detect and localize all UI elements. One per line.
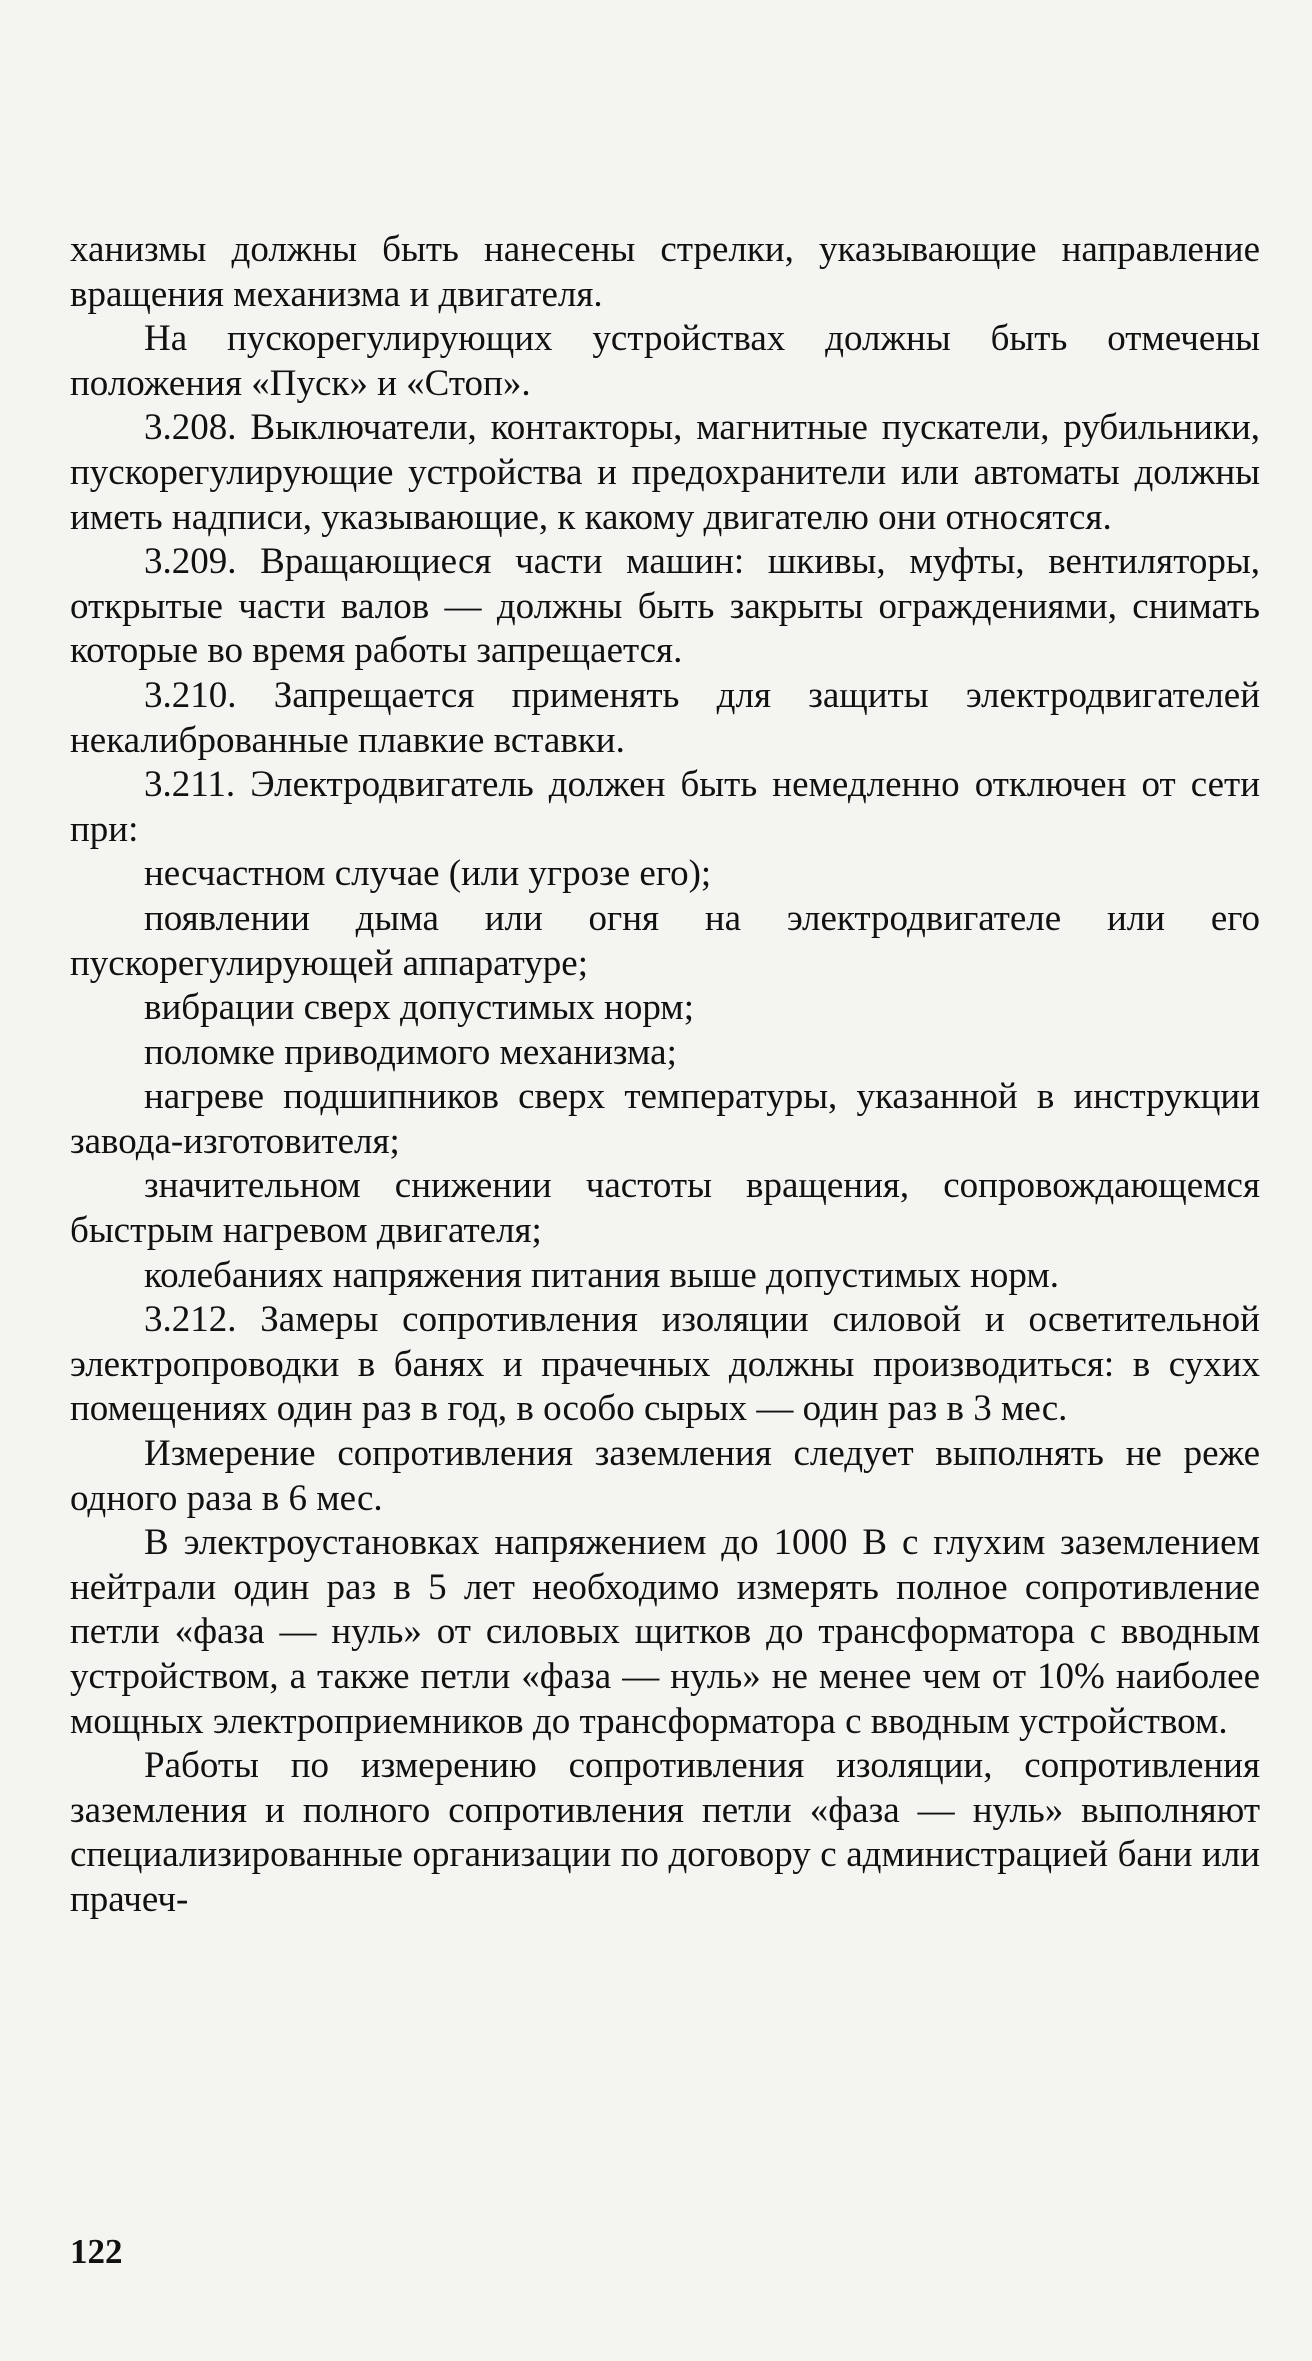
paragraphs-bottom [70, 1298, 1260, 1922]
paragraph-3-208: 3.208. Выключатели, контакторы, магнитные пускатели, рубильники, пускорегулирующие устройства и предохранители или автоматы должны иметь надписи, указывающие, к какому двигателю они относятся. [70, 407, 1260, 538]
list-item: нагреве подшипников сверх температуры, указанной в инструкции завода-изготовителя; [70, 1076, 1260, 1162]
paragraph-phase-zero-loop: В электроустановках напряжением до 1000 В с глухим заземлением нейтрали один раз в 5 лет необходимо измерять полное сопротивление петли «фаза — нуль» от силовых щитков до трансформатора с вводным устройством, а также петли «фаза — нуль» не менее чем от 10% наиболее мощных электроприемников до трансформатора с вводным устройством. [70, 1522, 1260, 1742]
list-item: вибрации сверх допустимых норм; [144, 987, 694, 1029]
paragraph-start-stop-marking: На пускорегулирующих устройствах должны быть отмечены положения «Пуск» и «Стоп». [70, 318, 1260, 404]
list-item: поломке приводимого механизма; [144, 1031, 677, 1073]
page-body [70, 228, 1260, 1923]
list-item: значительном снижении частоты вращения, сопровождающемся быстрым нагревом двигателя; [70, 1165, 1260, 1252]
paragraph-3-210: 3.210. Запрещается применять для защиты электродвигателей некалиброванные плавкие вставки. [70, 674, 1260, 761]
list-item: колебаниях напряжения питания выше допустимых норм. [144, 1254, 1059, 1296]
list-item: появлении дыма или огня на электродвигателе или его пускорегулирующей аппаратуре; [70, 897, 1260, 984]
paragraph-3-212: 3.212. Замеры сопротивления изоляции силовой и осветительной электропроводки в банях и прачечных должны производиться: в сухих помещениях один раз в год, в особо сырых — один раз в 3 мес. [70, 1299, 1260, 1430]
shutdown-conditions-list [70, 852, 1260, 1298]
paragraph-3-209: 3.209. Вращающиеся части машин: шкивы, муфты, вентиляторы, открытые части валов — должны быть закрыты ограждениями, снимать которые во время работы запрещается. [70, 541, 1260, 672]
paragraph-3-211: 3.211. Электродвигатель должен быть немедленно отключен от сети при: [70, 764, 1260, 850]
page-number: 122 [70, 2232, 123, 2271]
list-item: несчастном случае (или угрозе его); [144, 853, 712, 895]
paragraph-continuation: ханизмы должны быть нанесены стрелки, указывающие направление вращения механизма и двигателя. [70, 229, 1260, 315]
paragraphs-top [70, 228, 1260, 852]
paragraph-grounding-measurement: Измерение сопротивления заземления следует выполнять не реже одного раза в 6 мес. [70, 1433, 1260, 1519]
paragraph-specialized-organizations: Работы по измерению сопротивления изоляции, сопротивления заземления и полного сопротивления петли «фаза — нуль» выполняют специализированные организации по договору с администрацией бани или прачеч- [70, 1745, 1260, 1920]
